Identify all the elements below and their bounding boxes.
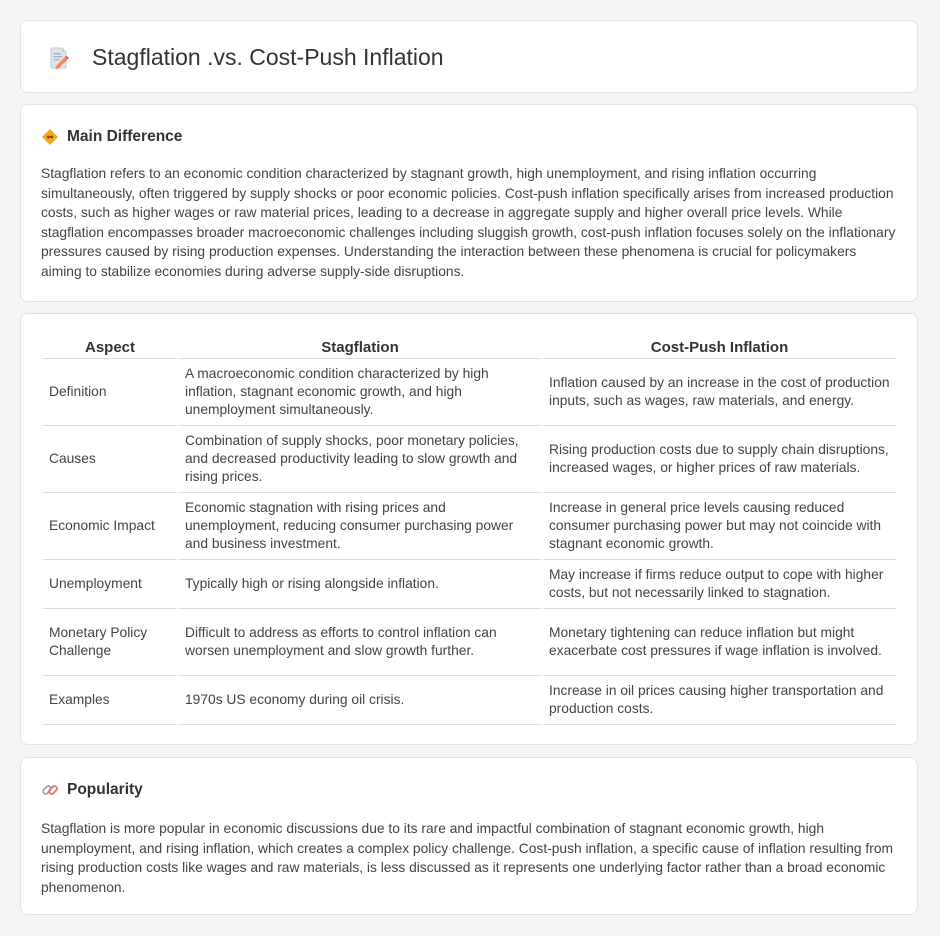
table-row xyxy=(43,359,896,426)
popularity-text: Stagflation is more popular in economic discussions due to its rare and impactful combination of stagnant economic growth, high unemployment, and rising inflation, which creates a complex policy challenge. Cost-push inflation, a specific cause of inflation resulting from rising production costs like wages and raw materials, is less discussed as it represents one underlying factor rather than a broad economic phenomenon. xyxy=(41,821,894,895)
table-row xyxy=(43,676,896,725)
row-stagflation: Difficult to address as efforts to control inflation can worsen unemployment and slow growth further. xyxy=(179,609,541,676)
row-cost-push: Inflation caused by an increase in the cost of production inputs, such as wages, raw materials, and energy. xyxy=(543,359,896,426)
table-row xyxy=(43,426,896,493)
row-aspect: Definition xyxy=(43,359,177,426)
row-stagflation: 1970s US economy during oil crisis. xyxy=(179,676,541,725)
comparison-table xyxy=(41,335,898,725)
row-stagflation: A macroeconomic condition characterized by high inflation, stagnant economic growth, and high unemployment simultaneously. xyxy=(179,359,541,426)
header-stagflation: Stagflation xyxy=(179,335,541,359)
row-aspect: Examples xyxy=(43,676,177,725)
row-stagflation: Economic stagnation with rising prices and unemployment, reducing consumer purchasing power and business investment. xyxy=(179,493,541,560)
table-row xyxy=(43,493,896,560)
row-cost-push: Monetary tightening can reduce inflation but might exacerbate cost pressures if wage inflation is involved. xyxy=(543,609,896,676)
row-cost-push: Increase in general price levels causing reduced consumer purchasing power but may not coincide with stagnant economic growth. xyxy=(543,493,896,560)
row-stagflation: Combination of supply shocks, poor monetary policies, and decreased productivity leading to slow growth and rising prices. xyxy=(179,426,541,493)
row-aspect: Economic Impact xyxy=(43,493,177,560)
title-card xyxy=(20,20,918,93)
row-aspect: Unemployment xyxy=(43,560,177,609)
popularity-heading: Popularity xyxy=(67,781,143,798)
main-difference-text: Stagflation refers to an economic condition characterized by stagnant growth, high unemployment, and rising inflation occurring simultaneously, often triggered by supply shocks or poor economic policies. Cost-push inflation specifically arises from increased production costs, such as higher wages or raw material prices, leading to a decrease in aggregate supply and higher overall price levels. While stagflation encompasses broader macroeconomic challenges including sluggish growth, cost-push inflation focuses solely on the inflationary pressures caused by rising production expenses. Understanding the interaction between these phenomena is crucial for policymakers aiming to stabilize economies during adverse supply-side disruptions. xyxy=(41,166,896,279)
link-icon xyxy=(41,781,59,799)
comparison-section xyxy=(20,313,918,745)
table-header-row xyxy=(43,335,896,359)
row-cost-push: Rising production costs due to supply chain disruptions, increased wages, or higher prices of raw materials. xyxy=(543,426,896,493)
page-title: Stagflation .vs. Cost-Push Inflation xyxy=(92,44,444,70)
header-aspect: Aspect xyxy=(43,335,177,359)
row-cost-push: May increase if firms reduce output to cope with higher costs, but not necessarily linked to stagnation. xyxy=(543,560,896,609)
row-stagflation: Typically high or rising alongside inflation. xyxy=(179,560,541,609)
row-aspect: Causes xyxy=(43,426,177,493)
row-cost-push: Increase in oil prices causing higher transportation and production costs. xyxy=(543,676,896,725)
main-difference-section xyxy=(20,104,918,302)
popularity-section xyxy=(20,757,918,915)
diamond-arrows-icon xyxy=(41,128,59,146)
table-row xyxy=(43,560,896,609)
header-cost-push: Cost-Push Inflation xyxy=(543,335,896,359)
document-pencil-icon xyxy=(47,46,71,70)
main-difference-heading: Main Difference xyxy=(67,128,183,145)
row-aspect: Monetary Policy Challenge xyxy=(43,609,177,676)
table-row xyxy=(43,609,896,676)
